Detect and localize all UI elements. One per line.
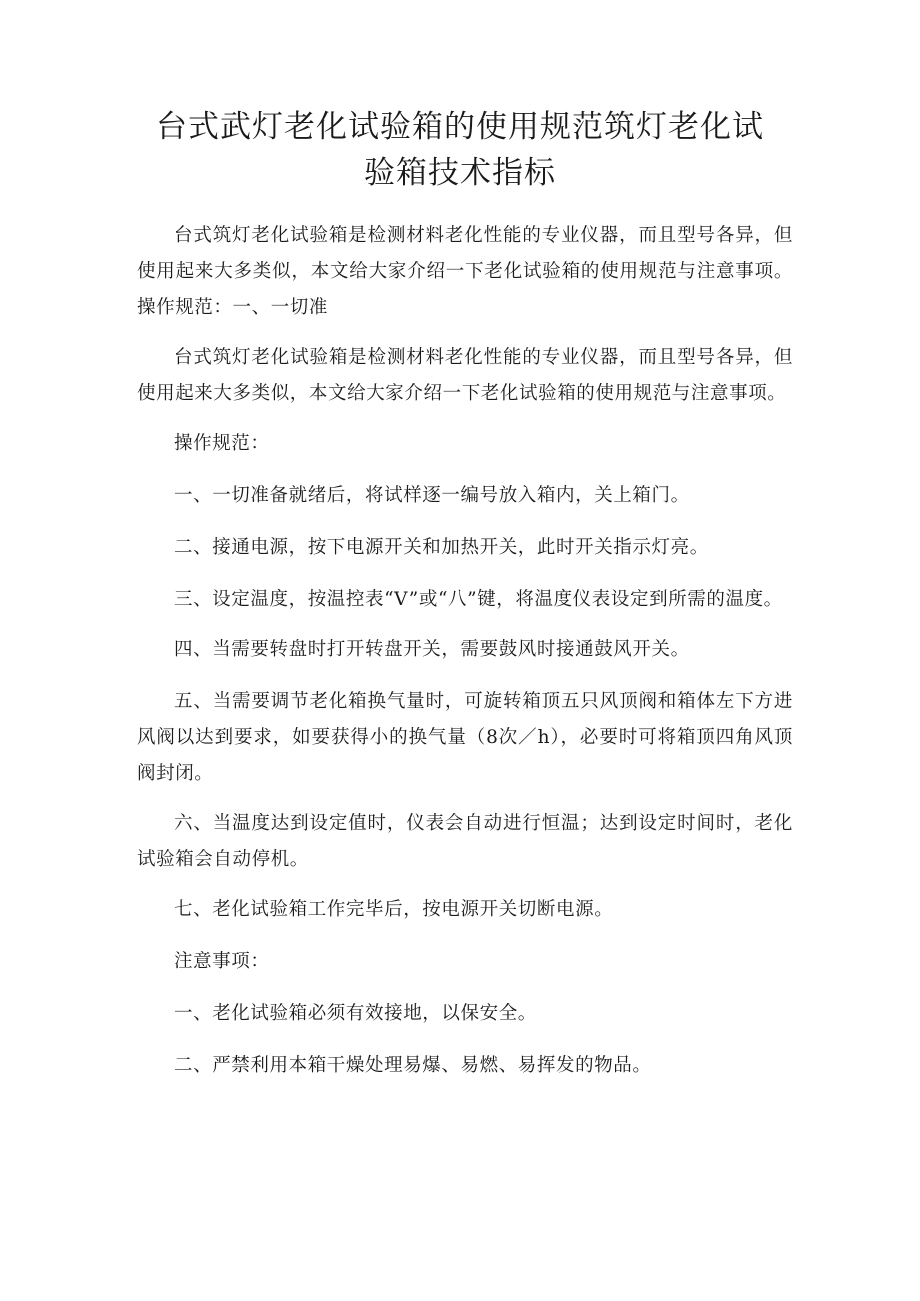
intro-paragraph-2: 台式筑灯老化试验箱是检测材料老化性能的专业仪器，而且型号各异，但使用起来大多类似，本文给大家介绍一下老化试验箱的使用规范与注意事项。 — [137, 347, 793, 404]
caution-item-1: 一、老化试验箱必须有效接地，以保安全。 — [174, 1003, 537, 1024]
operation-heading: 操作规范： — [174, 433, 270, 454]
document-body — [137, 218, 793, 1100]
operation-step-5: 五、当需要调节老化箱换气量时，可旋转箱顶五只风顶阀和箱体左下方进风阀以达到要求，如要获得小的换气量（8次／h），必要时可将箱顶四角风顶阀封闭。 — [137, 691, 793, 784]
document-title — [130, 104, 790, 196]
operation-step-6: 六、当温度达到设定值时，仪表会自动进行恒温；达到设定时间时，老化试验箱会自动停机。 — [137, 813, 793, 870]
operation-step-1: 一、一切准备就绪后，将试样逐一编号放入箱内，关上箱门。 — [174, 485, 690, 506]
title-line-1: 台式武灯老化试验箱的使用规范筑灯老化试 — [156, 109, 764, 145]
operation-step-2: 二、接通电源，按下电源开关和加热开关，此时开关指示灯亮。 — [174, 537, 709, 558]
title-line-2: 验箱技术指标 — [364, 155, 556, 191]
intro-paragraph-1: 台式筑灯老化试验箱是检测材料老化性能的专业仪器，而且型号各异，但使用起来大多类似，本文给大家介绍一下老化试验箱的使用规范与注意事项。操作规范：一、一切准 — [137, 225, 793, 318]
operation-step-7: 七、老化试验箱工作完毕后，按电源开关切断电源。 — [174, 899, 614, 920]
caution-item-2: 二、严禁利用本箱干燥处理易爆、易燃、易挥发的物品。 — [174, 1055, 652, 1076]
operation-step-4: 四、当需要转盘时打开转盘开关，需要鼓风时接通鼓风开关。 — [174, 639, 690, 660]
operation-step-3: 三、设定温度，按温控表“V”或“八”键，将温度仪表设定到所需的温度。 — [174, 589, 783, 610]
caution-heading: 注意事项： — [174, 951, 270, 972]
